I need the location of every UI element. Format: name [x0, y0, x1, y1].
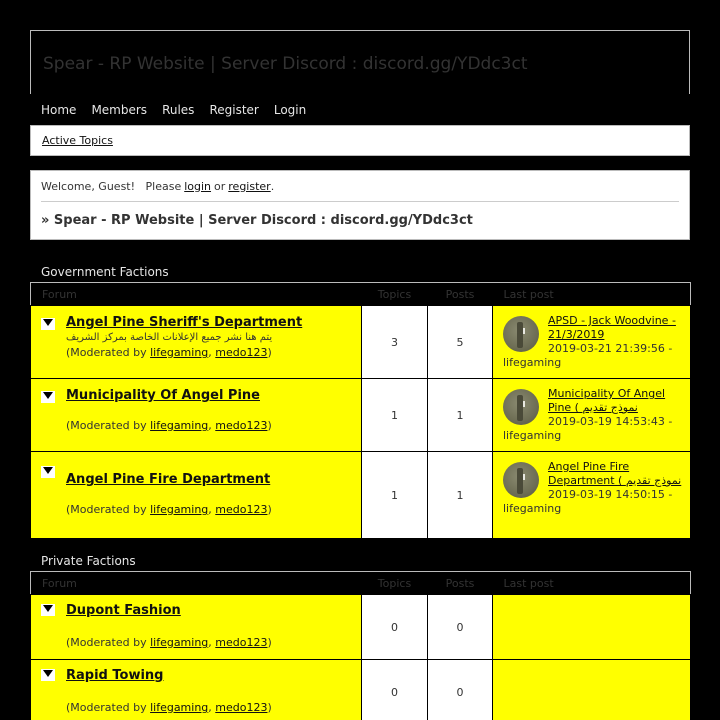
last-post-link[interactable]: APSD - Jack Woodvine - 21/3/2019 [548, 314, 676, 341]
forum-name-link[interactable]: Angel Pine Fire Department [66, 472, 271, 487]
user-avatar[interactable] [503, 462, 539, 498]
last-post-link[interactable]: Municipality Of Angel Pine ( نموذج تقديم [548, 387, 666, 414]
site-title: Spear - RP Website | Server Discord : discord.gg/YDdc3ct [43, 54, 528, 74]
forum-cell [31, 595, 362, 660]
moderated-close: ) [267, 346, 272, 359]
forum-name-link[interactable]: Angel Pine Sheriff's Department [66, 315, 303, 330]
active-topics-link[interactable]: Active Topics [42, 134, 113, 147]
separator: , [208, 346, 212, 359]
moderated-close: ) [267, 701, 272, 714]
welcome-or: or [214, 179, 226, 193]
column-last-post: Last post [493, 572, 691, 595]
forum-row [31, 452, 691, 539]
forum-description [66, 618, 351, 635]
forum-table [30, 571, 691, 720]
column-forum: Forum [31, 283, 362, 306]
moderator-link[interactable]: medo123 [215, 419, 268, 432]
topics-count: 0 [362, 660, 428, 720]
register-link[interactable]: register [228, 179, 271, 193]
forum-row [31, 595, 691, 660]
moderated-close: ) [267, 419, 272, 432]
moderated-label: (Moderated by [66, 636, 147, 649]
forum-status-icon [41, 604, 55, 616]
posts-count: 1 [428, 452, 493, 539]
forum-moderators [66, 502, 351, 518]
forum-row [31, 379, 691, 452]
user-avatar[interactable] [503, 389, 539, 425]
welcome-suffix: . [270, 179, 275, 193]
column-posts: Posts [428, 283, 493, 306]
category-title: Government Factions [41, 265, 169, 279]
login-link[interactable]: login [184, 179, 212, 193]
menu-login[interactable]: Login [273, 102, 307, 117]
moderator-link[interactable]: lifegaming [150, 701, 209, 714]
separator: , [208, 419, 212, 432]
moderated-close: ) [267, 636, 272, 649]
user-avatar[interactable] [503, 316, 539, 352]
posts-count: 1 [428, 379, 493, 452]
last-post-date: 2019-03-19 14:50:15 - [548, 488, 673, 501]
column-topics: Topics [362, 572, 428, 595]
moderated-label: (Moderated by [66, 701, 147, 714]
forum-cell [31, 660, 362, 720]
last-post-cell [493, 379, 691, 452]
topics-count: 0 [362, 595, 428, 660]
forum-row [31, 660, 691, 720]
separator: , [208, 503, 212, 516]
topics-count: 1 [362, 379, 428, 452]
last-post-user: lifegaming [503, 356, 562, 369]
forum-name-link[interactable]: Municipality Of Angel Pine [66, 388, 260, 403]
column-last-post: Last post [493, 283, 691, 306]
posts-count: 5 [428, 306, 493, 379]
moderator-link[interactable]: lifegaming [150, 636, 209, 649]
page-wrapper [30, 30, 690, 720]
moderated-close: ) [267, 503, 272, 516]
menu-rules[interactable]: Rules [162, 102, 195, 117]
moderated-label: (Moderated by [66, 419, 147, 432]
category-title: Private Factions [41, 554, 136, 568]
sub-navigation [30, 125, 690, 156]
forum-description: يتم هنا نشر جميع الإعلانات الخاصة بمركز الشريف [66, 332, 273, 343]
moderated-label: (Moderated by [66, 503, 147, 516]
welcome-message [41, 171, 679, 202]
separator: , [208, 701, 212, 714]
menu-members[interactable]: Members [91, 102, 148, 117]
last-post-user: lifegaming [503, 502, 562, 515]
last-post-date: 2019-03-21 21:39:56 - [548, 342, 673, 355]
main-menu [30, 94, 690, 125]
moderator-link[interactable]: medo123 [215, 701, 268, 714]
moderator-link[interactable]: medo123 [215, 346, 268, 359]
moderator-link[interactable]: lifegaming [150, 419, 209, 432]
forum-moderators [66, 345, 351, 361]
topics-count: 1 [362, 452, 428, 539]
forum-description [66, 487, 351, 502]
forum-row [31, 306, 691, 379]
menu-register[interactable]: Register [209, 102, 259, 117]
forum-status-icon [41, 391, 55, 403]
last-post-cell [493, 660, 691, 720]
moderator-link[interactable]: lifegaming [150, 346, 209, 359]
table-header [31, 572, 691, 595]
forum-description [66, 403, 351, 418]
last-post-cell [493, 306, 691, 379]
last-post-user: lifegaming [503, 429, 562, 442]
forum-name-link[interactable]: Dupont Fashion [66, 603, 181, 618]
last-post-cell [493, 452, 691, 539]
column-forum: Forum [31, 572, 362, 595]
column-topics: Topics [362, 283, 428, 306]
forum-moderators [66, 700, 351, 716]
forum-cell [31, 306, 362, 379]
forum-status-icon [41, 669, 55, 681]
posts-count: 0 [428, 595, 493, 660]
moderator-link[interactable]: medo123 [215, 636, 268, 649]
forum-cell [31, 379, 362, 452]
moderated-label: (Moderated by [66, 346, 147, 359]
forum-moderators [66, 635, 351, 651]
forum-moderators [66, 418, 351, 434]
column-posts: Posts [428, 572, 493, 595]
posts-count: 0 [428, 660, 493, 720]
moderator-link[interactable]: lifegaming [150, 503, 209, 516]
forum-status-icon [41, 466, 55, 478]
forum-description [66, 683, 351, 700]
topics-count: 3 [362, 306, 428, 379]
separator: , [208, 636, 212, 649]
welcome-prefix: Welcome, Guest! Please [41, 179, 182, 193]
table-header [31, 283, 691, 306]
forum-name-link[interactable]: Rapid Towing [66, 668, 164, 683]
breadcrumb: » Spear - RP Website | Server Discord : discord.gg/YDdc3ct [41, 213, 473, 228]
forum-table [30, 282, 691, 539]
welcome-box [30, 170, 690, 240]
forum-status-icon [41, 318, 55, 330]
moderator-link[interactable]: medo123 [215, 503, 268, 516]
site-banner [30, 30, 690, 94]
last-post-cell [493, 595, 691, 660]
last-post-link[interactable]: Angel Pine Fire Department ( نموذج تقديم [548, 460, 682, 487]
forum-cell [31, 452, 362, 539]
menu-home[interactable]: Home [41, 102, 77, 117]
last-post-date: 2019-03-19 14:53:43 - [548, 415, 673, 428]
